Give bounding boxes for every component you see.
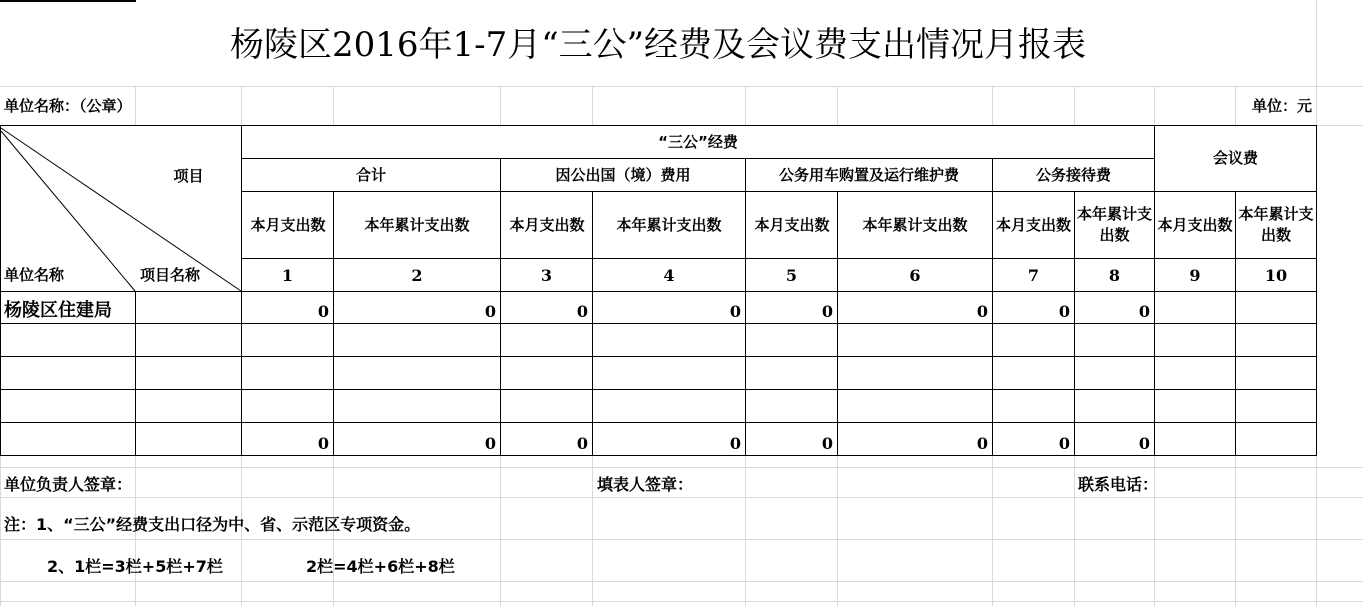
col3-month-header: 本月支出数 xyxy=(509,215,585,234)
table-cell[interactable]: 0 xyxy=(821,434,833,453)
sangong-header: “三公”经费 xyxy=(658,132,738,151)
column-number: 1 xyxy=(281,266,294,285)
table-cell[interactable]: 0 xyxy=(729,302,741,321)
table-cell[interactable]: 0 xyxy=(976,302,988,321)
unit-name-label: 单位名称：（公章） xyxy=(4,97,132,115)
column-number: 9 xyxy=(1189,266,1201,285)
column-number: 5 xyxy=(785,266,798,285)
diagonal-item-name-label: 项目名称 xyxy=(140,266,201,284)
filler-signature-label: 填表人签章： xyxy=(597,475,694,494)
diagonal-item-label: 项目 xyxy=(173,167,204,185)
col10-year-header: 本年累计支出数 xyxy=(1238,205,1314,244)
table-cell[interactable]: 0 xyxy=(821,302,833,321)
currency-unit-label: 单位：元 xyxy=(1251,97,1312,115)
report-title: 杨陵区2016年1-7月“三公”经费及会议费支出情况月报表 xyxy=(229,25,1087,65)
table-cell[interactable]: 0 xyxy=(1058,434,1070,453)
col7-month-header: 本月支出数 xyxy=(995,215,1071,234)
column-number: 7 xyxy=(1027,266,1040,285)
table-cell[interactable]: 0 xyxy=(729,434,741,453)
total-header: 合计 xyxy=(355,165,386,184)
table-cell[interactable]: 0 xyxy=(1138,302,1150,321)
column-number: 4 xyxy=(663,266,675,285)
table-cell[interactable]: 0 xyxy=(976,434,988,453)
row-unit-name: 杨陵区住建局 xyxy=(4,300,112,321)
col5-month-header: 本月支出数 xyxy=(754,215,830,234)
table-cell[interactable]: 0 xyxy=(576,434,588,453)
table-cell[interactable]: 0 xyxy=(484,302,496,321)
column-number: 3 xyxy=(540,266,553,285)
top-left-mark xyxy=(0,0,136,2)
col1-month-header: 本月支出数 xyxy=(250,215,326,234)
note-2-first: 2、1栏=3栏+5栏+7栏 xyxy=(47,557,223,576)
table-cell[interactable]: 0 xyxy=(1058,302,1070,321)
col2-year-header: 本年累计支出数 xyxy=(364,215,470,234)
note-1: 注：1、“三公”经费支出口径为中、省、示范区专项资金。 xyxy=(4,515,421,534)
table-cell[interactable]: 0 xyxy=(317,434,329,453)
col4-year-header: 本年累计支出数 xyxy=(616,215,722,234)
col9-month-header: 本月支出数 xyxy=(1157,215,1233,234)
col8-year-header: 本年累计支出数 xyxy=(1077,205,1153,244)
vehicle-header: 公务用车购置及运行维护费 xyxy=(778,165,959,184)
table-cell[interactable]: 0 xyxy=(1138,434,1150,453)
column-number: 8 xyxy=(1108,266,1121,285)
table-cell[interactable]: 0 xyxy=(317,302,329,321)
meeting-header: 会议费 xyxy=(1212,149,1258,167)
column-number: 6 xyxy=(909,266,921,285)
table-cell[interactable]: 0 xyxy=(576,302,588,321)
head-signature-label: 单位负责人签章： xyxy=(4,475,133,494)
note-2-second: 2栏=4栏+6栏+8栏 xyxy=(306,557,455,576)
phone-label: 联系电话： xyxy=(1078,475,1159,494)
col6-year-header: 本年累计支出数 xyxy=(862,215,968,234)
diagonal-unit-name-label: 单位名称 xyxy=(4,266,65,284)
column-number: 2 xyxy=(411,266,423,285)
reception-header: 公务接待费 xyxy=(1035,165,1111,184)
table-cell[interactable]: 0 xyxy=(484,434,496,453)
column-number: 10 xyxy=(1264,266,1288,285)
abroad-header: 因公出国（境）费用 xyxy=(555,165,691,184)
